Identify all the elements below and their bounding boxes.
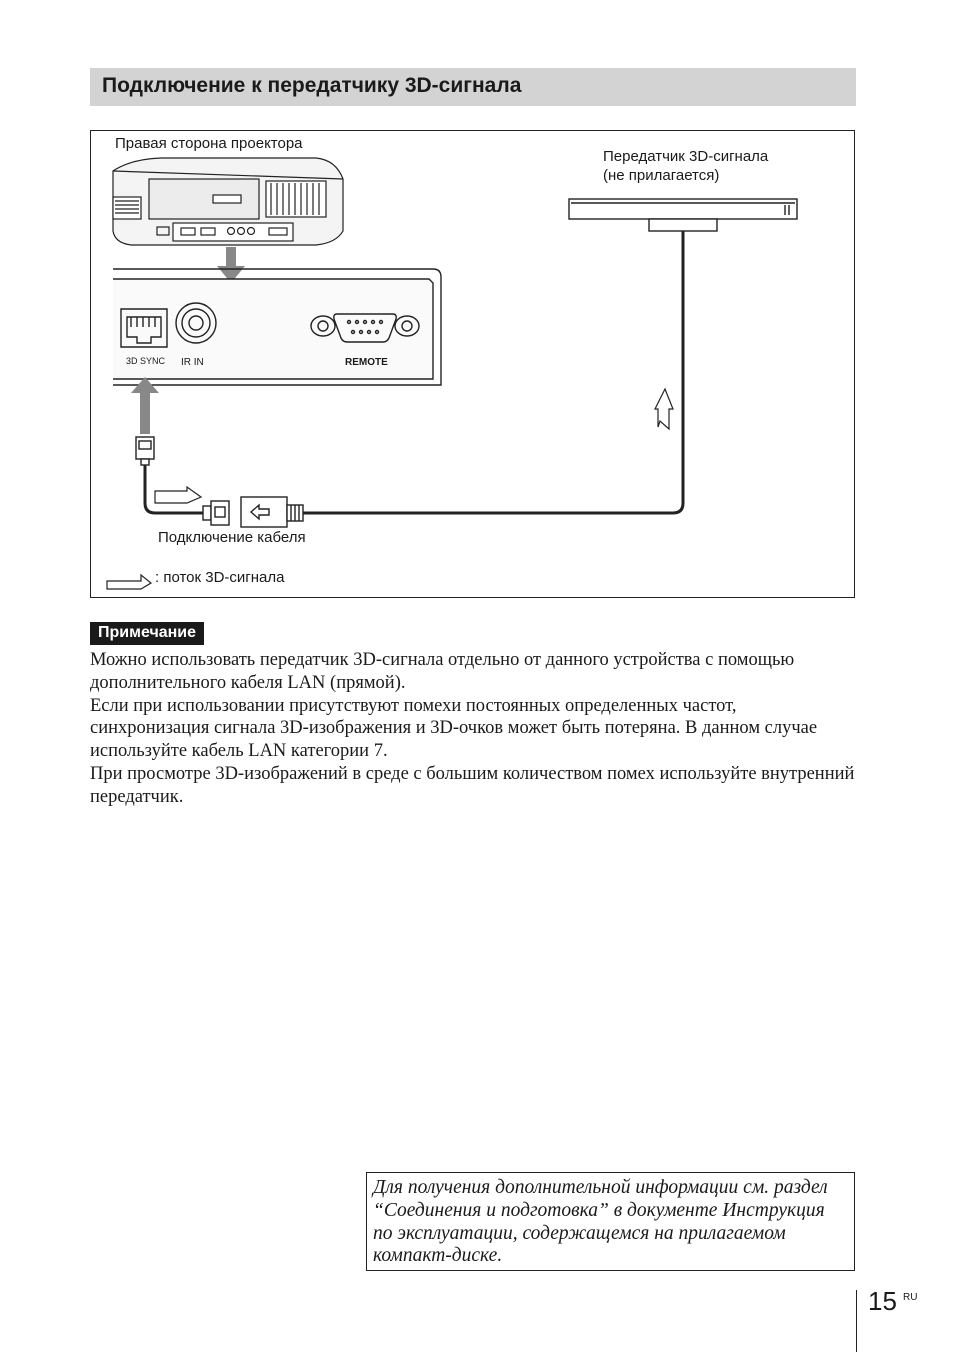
lan-cable [145,465,203,513]
note-badge: Примечание [90,622,204,645]
note-paragraph: Если при использовании присутствуют помехи постоянных определенных частот, синхронизация сигнала 3D-изображения и 3D-очков может быть потеряна. В данном случае используйте кабель LAN категории 7. [90,695,818,762]
note-paragraph: Можно использовать передатчик 3D-сигнала отдельно от данного устройства с помощью дополнительного кабеля LAN (прямой). [90,650,795,693]
signal-flow-arrow-icon [655,389,673,429]
transmitter-illustration [569,199,797,231]
cable-coupler-icon [203,497,303,527]
port-label-remote: REMOTE [345,357,388,368]
connection-diagram [90,130,855,598]
note-paragraph: При просмотре 3D-изображений в среде с большим количеством помех используйте внутренний передатчик. [90,763,855,807]
connector-panel-illustration [113,269,441,385]
transmitter-label: Передатчик 3D-сигнала [603,148,769,165]
page-footer-rule [856,1290,857,1352]
port-label-3d-sync: 3D SYNC [126,356,166,366]
cable-connection-label: Подключение кабеля [158,529,306,546]
page-number: 15 [868,1286,897,1316]
legend-arrow-icon [107,575,151,589]
transmitter-note: (не прилагается) [603,167,720,184]
projector-illustration [113,158,343,245]
down-arrow-icon [217,247,245,283]
reference-info-box: Для получения дополнительной информации см. раздел “Соединения и подготовка” в документе Инструкция по эксплуатации, содержащемся на прилагаемом компакт-диске. [366,1172,855,1271]
lan-plug-icon [136,437,154,465]
note-body [90,649,858,809]
page-language-code: RU [903,1292,918,1303]
section-header [90,68,856,106]
legend-text: : поток 3D-сигнала [155,569,285,586]
signal-flow-arrow-icon [155,487,201,503]
port-label-ir-in: IR IN [181,357,204,368]
section-title: Подключение к передатчику 3D-сигнала [102,74,522,97]
projector-label: Правая сторона проектора [115,135,303,152]
